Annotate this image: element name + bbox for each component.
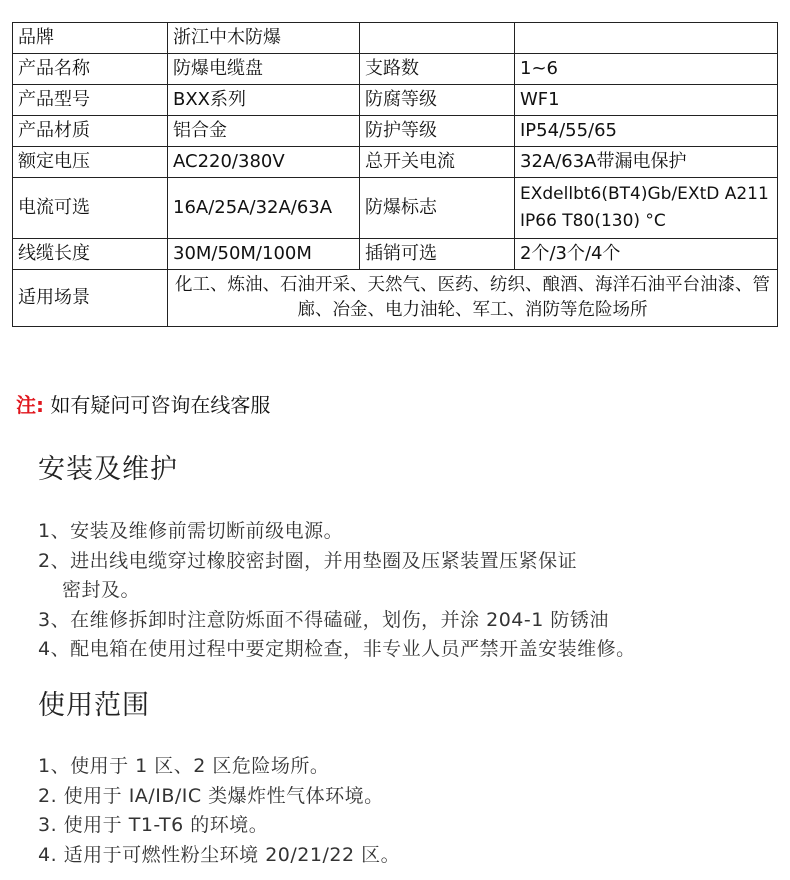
list-item: 1、使用于 1 区、2 区危险场所。 bbox=[38, 755, 330, 777]
spec-value: 30M/50M/100M bbox=[168, 239, 360, 270]
usage-list bbox=[38, 752, 400, 870]
spec-label: 总开关电流 bbox=[360, 147, 515, 178]
spec-value: IP54/55/65 bbox=[515, 116, 778, 147]
spec-label: 适用场景 bbox=[13, 270, 168, 327]
list-item: 4、配电箱在使用过程中要定期检查，非专业人员严禁开盖安装维修。 bbox=[38, 638, 636, 660]
table-row bbox=[13, 116, 778, 147]
install-list bbox=[38, 517, 636, 665]
table-row bbox=[13, 178, 778, 239]
spec-value: BXX系列 bbox=[168, 85, 360, 116]
list-item: 2. 使用于 IA/IB/IC 类爆炸性气体环境。 bbox=[38, 784, 384, 807]
spec-label: 支路数 bbox=[360, 54, 515, 85]
list-item: 3. 使用于 T1-T6 的环境。 bbox=[38, 814, 269, 836]
spec-label: 产品材质 bbox=[13, 116, 168, 147]
spec-value: WF1 bbox=[515, 85, 778, 116]
table-row bbox=[13, 147, 778, 178]
spec-value: 16A/25A/32A/63A bbox=[168, 178, 360, 239]
spec-label: 额定电压 bbox=[13, 147, 168, 178]
table-row bbox=[13, 54, 778, 85]
spec-value: 2个/3个/4个 bbox=[515, 239, 778, 270]
list-item: 1、安装及维修前需切断前级电源。 bbox=[38, 520, 344, 542]
spec-label: 防爆标志 bbox=[360, 178, 515, 239]
install-section-title: 安装及维护 bbox=[38, 454, 178, 485]
spec-label: 防护等级 bbox=[360, 116, 515, 147]
spec-label: 防腐等级 bbox=[360, 85, 515, 116]
spec-value: 浙江中木防爆 bbox=[168, 23, 360, 54]
spec-value: 铝合金 bbox=[168, 116, 360, 147]
spec-label: 插销可选 bbox=[360, 239, 515, 270]
list-item: 2、进出线电缆穿过橡胶密封圈，并用垫圈及压紧装置压紧保证 bbox=[38, 549, 578, 572]
spec-value: 32A/63A带漏电保护 bbox=[515, 147, 778, 178]
spec-value: 防爆电缆盘 bbox=[168, 54, 360, 85]
spec-label: 线缆长度 bbox=[13, 239, 168, 270]
spec-table bbox=[12, 22, 778, 327]
table-row bbox=[13, 85, 778, 116]
scene-value: 化工、炼油、石油开采、天然气、医药、纺织、酿酒、海洋石油平台油漆、管廊、冶金、电力油轮、军工、消防等危险场所 bbox=[168, 270, 778, 327]
table-row bbox=[13, 23, 778, 54]
list-item: 密封及。 bbox=[62, 579, 141, 601]
spec-value: 1~6 bbox=[515, 54, 778, 85]
list-item: 4. 适用于可燃性粉尘环境 20/21/22 区。 bbox=[38, 843, 401, 866]
spec-value: AC220/380V bbox=[168, 147, 360, 178]
list-item: 3、在维修拆卸时注意防烁面不得磕碰，划伤，并涂 204-1 防锈油 bbox=[38, 608, 609, 631]
spec-label: 产品名称 bbox=[13, 54, 168, 85]
table-row bbox=[13, 239, 778, 270]
table-row bbox=[13, 270, 778, 327]
spec-label bbox=[360, 23, 515, 54]
spec-value: EXdellbt6(BT4)Gb/EXtD A211 IP66 T80(130) °C bbox=[515, 178, 778, 239]
spec-label: 产品型号 bbox=[13, 85, 168, 116]
spec-value bbox=[515, 23, 778, 54]
spec-label: 电流可选 bbox=[13, 178, 168, 239]
note-line bbox=[16, 390, 270, 420]
note-tag: 注: bbox=[16, 393, 44, 417]
note-text: 如有疑问可咨询在线客服 bbox=[50, 393, 271, 417]
spec-label: 品牌 bbox=[13, 23, 168, 54]
usage-section-title: 使用范围 bbox=[38, 690, 150, 721]
